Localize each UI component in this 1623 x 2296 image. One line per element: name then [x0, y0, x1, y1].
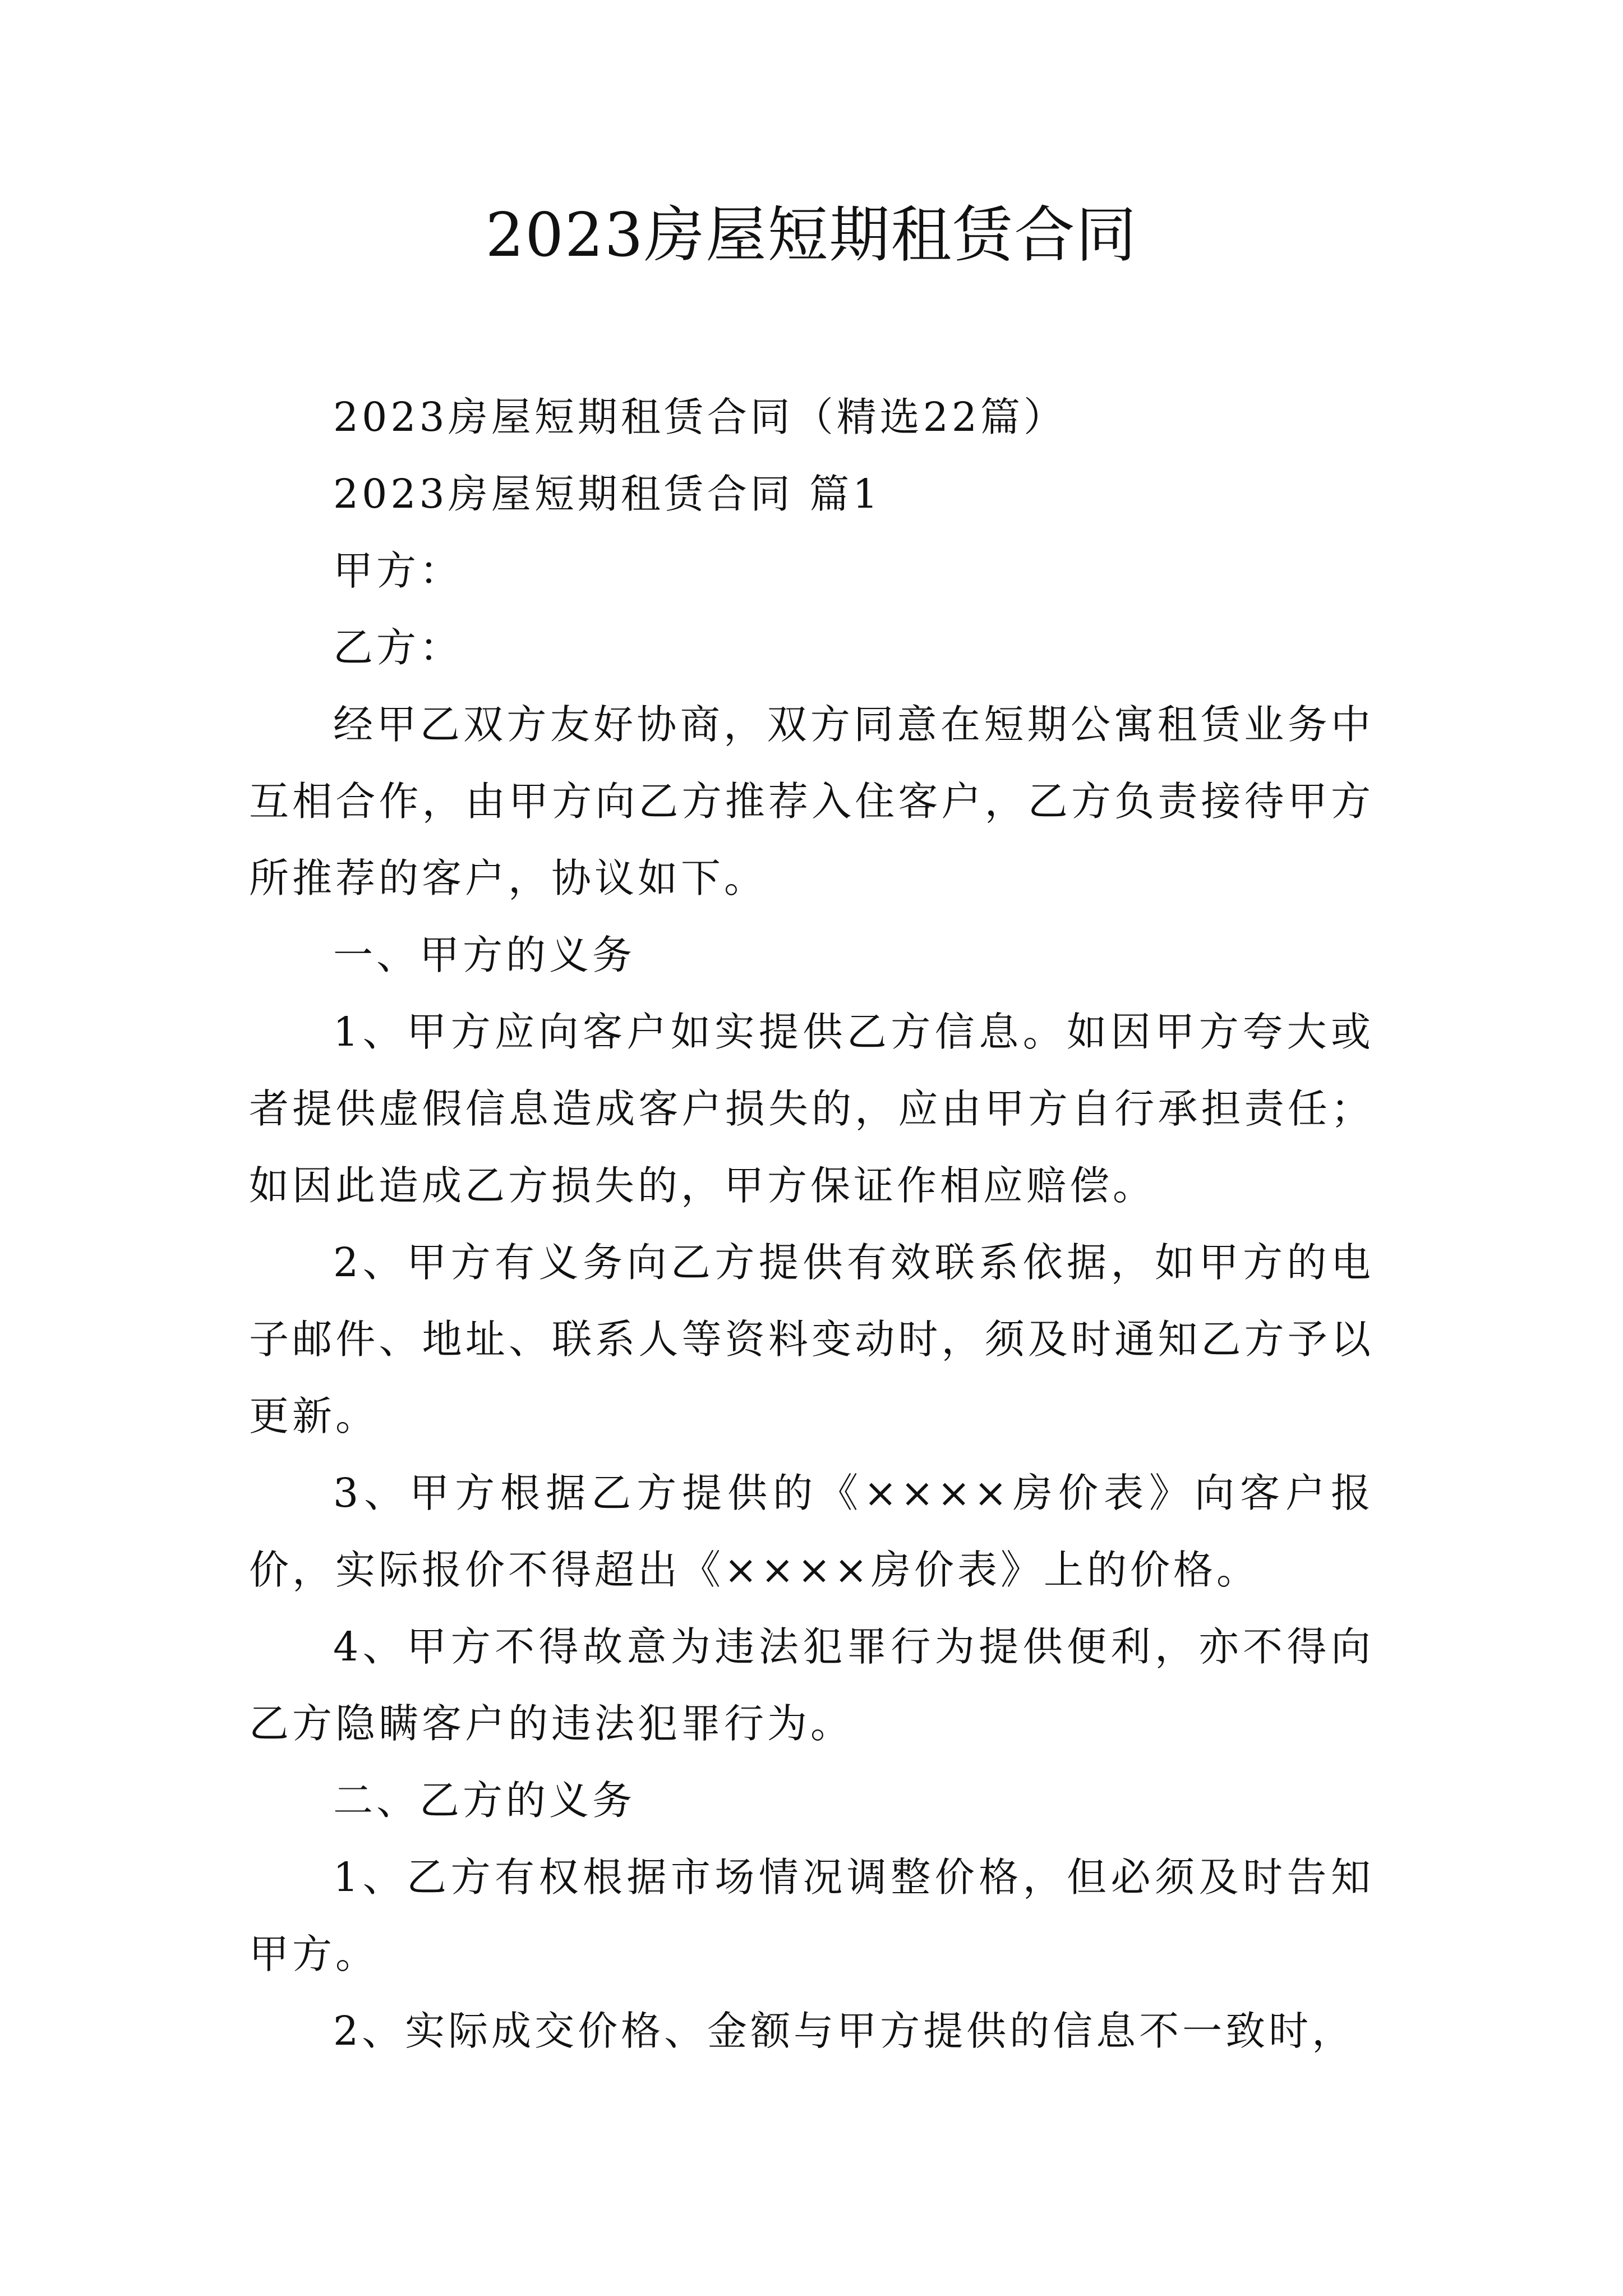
document-body — [249, 379, 1374, 2069]
section-heading: 二、乙方的义务 — [333, 1777, 636, 1824]
paragraph: 2、实际成交价格、金额与甲方提供的信息不一致时， — [333, 2008, 1355, 2054]
paragraph: 4、甲方不得故意为违法犯罪行为提供便利，亦不得向乙方隐瞒客户的违法犯罪行为。 — [249, 1623, 1374, 1747]
paragraph: 1、甲方应向客户如实提供乙方信息。如因甲方夸大或者提供虚假信息造成客户损失的，应由甲方自行承担责任；如因此造成乙方损失的，甲方保证作相应赔偿。 — [249, 1009, 1374, 1209]
document-title: 2023房屋短期租赁合同 — [485, 200, 1138, 270]
paragraph: 2、甲方有义务向乙方提供有效联系依据，如甲方的电子邮件、地址、联系人等资料变动时，须及时通知乙方予以更新。 — [249, 1239, 1374, 1439]
paragraph: 3、甲方根据乙方提供的《××××房价表》向客户报价，实际报价不得超出《××××房价表》上的价格。 — [249, 1470, 1374, 1593]
paragraph: 1、乙方有权根据市场情况调整价格，但必须及时告知甲方。 — [249, 1854, 1374, 1977]
paragraph: 甲方： — [333, 547, 463, 594]
paragraph: 2023房屋短期租赁合同 篇1 — [333, 471, 882, 517]
paragraph: 2023房屋短期租赁合同（精选22篇） — [333, 394, 1067, 440]
section-heading: 一、甲方的义务 — [333, 932, 636, 978]
paragraph: 经甲乙双方友好协商，双方同意在短期公寓租赁业务中互相合作，由甲方向乙方推荐入住客户，乙方负责接待甲方所推荐的客户，协议如下。 — [249, 701, 1374, 901]
paragraph: 乙方： — [333, 624, 463, 671]
